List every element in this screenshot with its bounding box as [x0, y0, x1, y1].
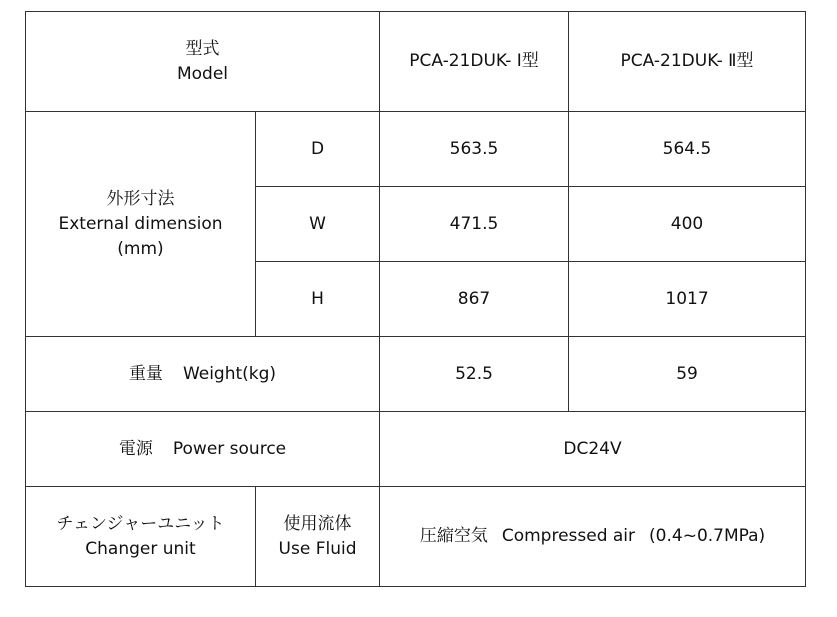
dimension-value-model-2: 564.5 [569, 112, 806, 187]
model-label-en: Model [176, 63, 229, 84]
fluid-value-range: (0.4~0.7MPa) [649, 526, 766, 546]
changer-label-en: Changer unit [85, 538, 196, 559]
weight-label-cell [26, 337, 380, 412]
dimension-axis: D [256, 112, 380, 187]
dimension-unit: (mm) [117, 238, 164, 259]
changer-label-cell [26, 487, 256, 587]
dimension-axis: W [256, 187, 380, 262]
spec-table [25, 11, 806, 587]
dimension-value-model-1: 471.5 [380, 187, 569, 262]
dimension-value-model-1: 563.5 [380, 112, 569, 187]
model-row [26, 12, 806, 112]
dimension-row-d [26, 112, 806, 187]
changer-label-ja: チェンジャーユニット [56, 513, 225, 534]
dimension-label-en: External dimension [58, 213, 223, 234]
weight-label-ja: 重量 [128, 363, 163, 384]
fluid-label-en: Use Fluid [278, 538, 357, 559]
weight-row [26, 337, 806, 412]
model-label-ja: 型式 [185, 38, 220, 59]
power-label-cell [26, 412, 380, 487]
power-label-en: Power source [172, 438, 287, 459]
model-2-header: PCA-21DUK- Ⅱ型 [569, 12, 806, 112]
dimension-axis: H [256, 262, 380, 337]
dimension-value-model-1: 867 [380, 262, 569, 337]
fluid-value-ja: 圧縮空気 [419, 526, 488, 546]
dimension-label-ja: 外形寸法 [106, 188, 175, 209]
weight-value-model-1: 52.5 [380, 337, 569, 412]
power-label-ja: 電源 [118, 438, 153, 459]
model-1-header: PCA-21DUK- Ⅰ型 [380, 12, 569, 112]
dimension-value-model-2: 400 [569, 187, 806, 262]
fluid-value-en: Compressed air [501, 526, 636, 546]
power-value: DC24V [380, 412, 806, 487]
dimension-label-cell [26, 112, 256, 337]
model-header-cell [26, 12, 380, 112]
fluid-label-cell [256, 487, 380, 587]
dimension-value-model-2: 1017 [569, 262, 806, 337]
weight-label-en: Weight(kg) [182, 363, 277, 384]
fluid-label-ja: 使用流体 [283, 513, 352, 534]
fluid-value-cell [380, 487, 806, 587]
changer-row [26, 487, 806, 587]
power-row [26, 412, 806, 487]
weight-value-model-2: 59 [569, 337, 806, 412]
